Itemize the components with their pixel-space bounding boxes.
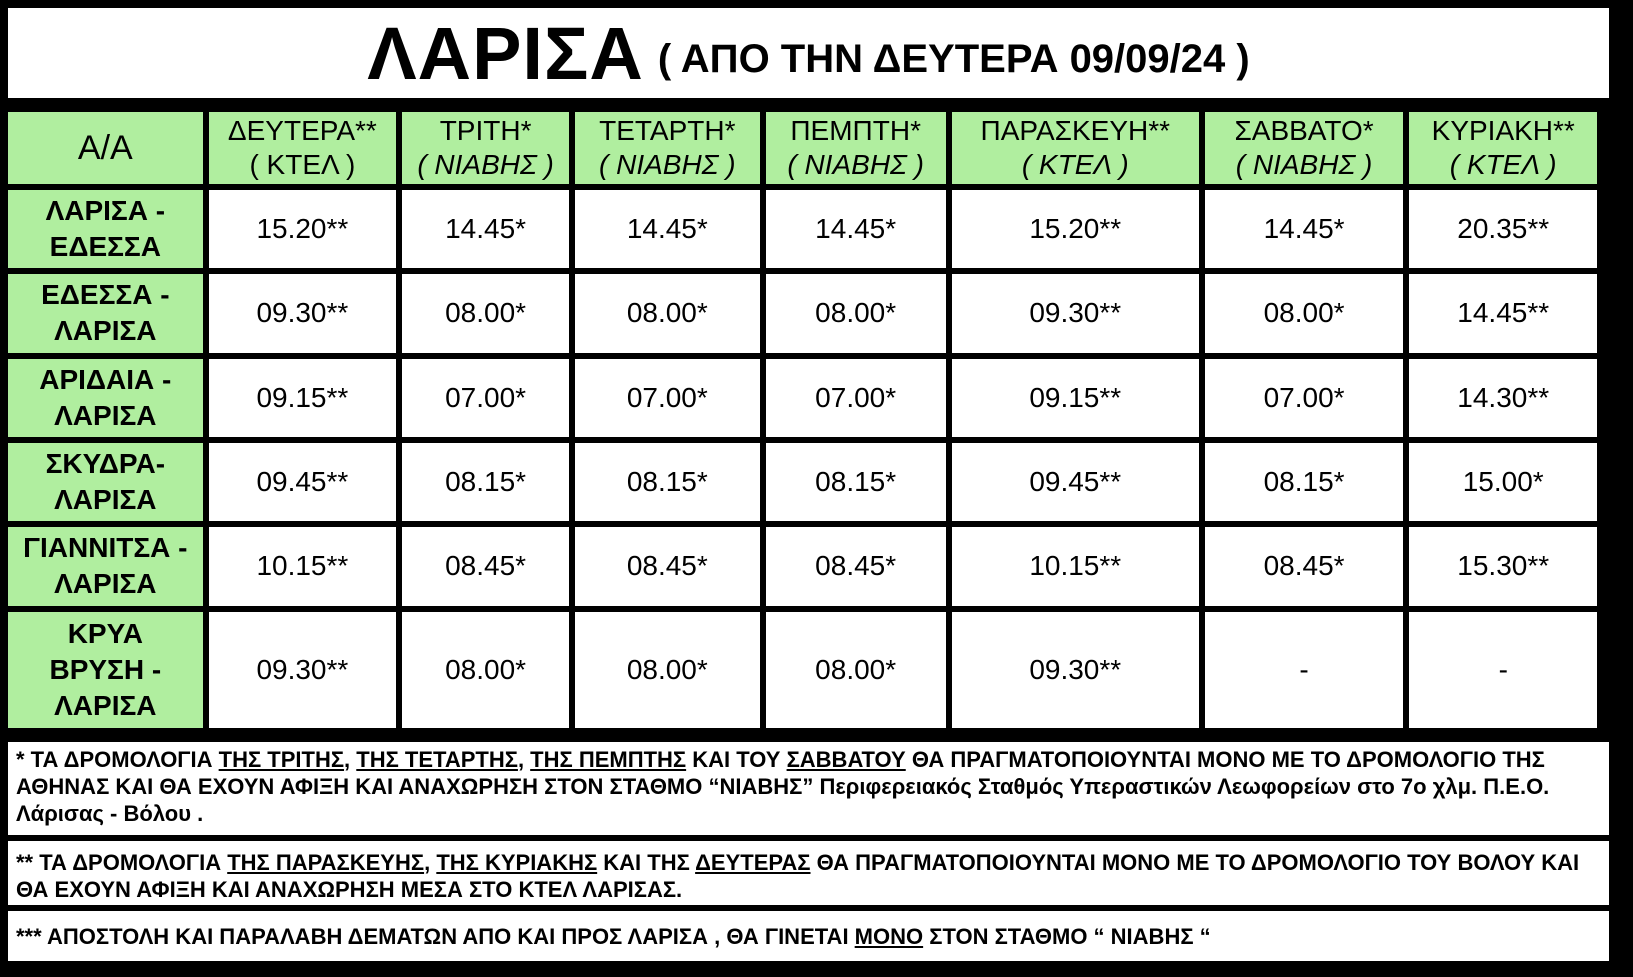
time-cell: 09.30** <box>952 612 1199 728</box>
note-text: ΘΑ ΠΡΑΓΜΑΤΟΠΟΙΟΥΝΤΑΙ ΜΟΝΟ ΜΕ ΤΟ ΔΡΟΜΟΛΟΓΙΟ ΤΗΣ ΑΘΗΝΑΣ ΚΑΙ ΘΑ ΕΧΟΥΝ ΑΦΙΞΗ ΚΑΙ ΑΝΑΧΩΡΗΣΗ ΣΤΟΝ ΣΤΑΘΜΟ “ΝΙΑΒΗΣ” Περιφερειακός Σταθμός Υπεραστικών Λεωφορείων στο 7ο χλμ. Π.Ε.Ο. Λάρισας - Βόλου . <box>16 747 1550 826</box>
route-label <box>8 612 203 728</box>
route-line: ΛΑΡΙΣΑ <box>54 689 157 721</box>
note-text: ΚΑΙ ΤΗΣ <box>597 850 696 875</box>
table-row <box>8 359 1597 437</box>
col-header-wednesday <box>575 112 759 184</box>
time-cell: 08.00* <box>402 612 569 728</box>
note-text: , <box>517 747 531 772</box>
time-cell: 15.00* <box>1409 443 1597 521</box>
time-cell: 10.15** <box>209 527 396 605</box>
note-underlined: ΤΗΣ ΤΡΙΤΗΣ <box>218 747 345 772</box>
note-underlined: ΤΗΣ ΤΕΤΑΡΤΗΣ <box>356 747 518 772</box>
route-line: ΕΔΕΣΣΑ <box>49 231 161 263</box>
time-cell: 08.00* <box>575 274 759 352</box>
route-label <box>8 359 203 437</box>
col-day: ΚΥΡΙΑΚΗ** <box>1431 115 1575 146</box>
page-title <box>8 8 1609 104</box>
route-line: ΣΚΥΔΡΑ- <box>45 448 166 480</box>
table-row <box>8 612 1597 728</box>
route-line: ΕΔΕΣΣΑ - <box>41 279 170 311</box>
col-day: ΠΑΡΑΣΚΕΥΗ** <box>980 115 1171 146</box>
col-day: ΤΕΤΑΡΤΗ* <box>599 115 736 146</box>
time-cell: 08.45* <box>575 527 759 605</box>
col-station: ( ΝΙΑΒΗΣ ) <box>599 149 736 180</box>
title-city: ΛΑΡΙΣΑ <box>367 11 644 95</box>
time-cell: 20.35** <box>1409 190 1597 268</box>
time-cell: 08.15* <box>1205 443 1404 521</box>
note-text: , <box>424 850 437 875</box>
route-label <box>8 274 203 352</box>
col-station: ( ΝΙΑΒΗΣ ) <box>787 149 924 180</box>
note-text: , <box>344 747 357 772</box>
col-header-sunday <box>1409 112 1597 184</box>
time-cell: 14.45* <box>766 190 946 268</box>
col-header-thursday <box>766 112 946 184</box>
time-cell: 15.20** <box>209 190 396 268</box>
table-row <box>8 274 1597 352</box>
note-underlined: ΤΗΣ ΚΥΡΙΑΚΗΣ <box>436 850 598 875</box>
col-header-saturday <box>1205 112 1404 184</box>
route-line: ΚΡΥΑ <box>67 617 143 649</box>
note-underlined: ΣΑΒΒΑΤΟΥ <box>786 747 906 772</box>
table-row <box>8 443 1597 521</box>
time-cell: 07.00* <box>575 359 759 437</box>
time-cell: 15.20** <box>952 190 1199 268</box>
time-cell: 09.45** <box>952 443 1199 521</box>
note-text: ΣΤΟΝ ΣΤΑΘΜΟ “ ΝΙΑΒΗΣ “ <box>923 924 1211 949</box>
time-cell: 07.00* <box>766 359 946 437</box>
time-cell: 14.45** <box>1409 274 1597 352</box>
note-underlined: ΤΗΣ ΠΑΡΑΣΚΕΥΗΣ <box>227 850 425 875</box>
header-row <box>8 112 1597 184</box>
route-line: ΒΡΥΣΗ - <box>49 653 162 685</box>
note-text: * ΤΑ ΔΡΟΜΟΛΟΓΙΑ <box>16 747 219 772</box>
col-station: ( ΚΤΕΛ ) <box>249 149 356 180</box>
route-line: ΛΑΡΙΣΑ <box>54 315 157 347</box>
col-station: ( ΚΤΕΛ ) <box>1021 149 1129 180</box>
time-cell: 09.30** <box>952 274 1199 352</box>
note-text: *** ΑΠΟΣΤΟΛΗ ΚΑΙ ΠΑΡΑΛΑΒΗ ΔΕΜΑΤΩΝ ΑΠΟ ΚΑΙ ΠΡΟΣ ΛΑΡΙΣΑ , ΘΑ ΓΙΝΕΤΑΙ <box>16 924 855 949</box>
col-header-monday <box>209 112 396 184</box>
time-cell: 08.15* <box>575 443 759 521</box>
note-underlined: ΜΟΝΟ <box>854 924 924 949</box>
time-cell: - <box>1205 612 1404 728</box>
time-cell: 08.00* <box>1205 274 1404 352</box>
col-day: ΠΕΜΠΤΗ* <box>790 115 921 146</box>
time-cell: 09.30** <box>209 612 396 728</box>
time-cell: 07.00* <box>1205 359 1404 437</box>
table-row <box>8 527 1597 605</box>
title-effective-date: ( ΑΠΟ ΤΗΝ ΔΕΥΤΕΡΑ 09/09/24 ) <box>657 36 1250 81</box>
note-triple-asterisk <box>8 911 1609 961</box>
note-text: ΘΑ ΠΡΑΓΜΑΤΟΠΟΙΟΥΝΤΑΙ ΜΟΝΟ ΜΕ ΤΟ ΔΡΟΜΟΛΟΓΙΟ ΤΟΥ ΒΟΛΟΥ ΚΑΙ ΘΑ ΕΧΟΥΝ ΑΦΙΞΗ ΚΑΙ ΑΝΑΧΩΡΗΣΗ ΜΕΣΑ ΣΤΟ ΚΤΕΛ ΛΑΡΙΣΑΣ. <box>16 850 1580 902</box>
time-cell: 09.45** <box>209 443 396 521</box>
col-day: ΣΑΒΒΑΤΟ* <box>1234 115 1374 146</box>
note-underlined: ΤΗΣ ΠΕΜΠΤΗΣ <box>530 747 687 772</box>
time-cell: 07.00* <box>402 359 569 437</box>
time-cell: 08.00* <box>575 612 759 728</box>
time-cell: 14.45* <box>402 190 569 268</box>
time-cell: 08.45* <box>1205 527 1404 605</box>
time-cell: 14.30** <box>1409 359 1597 437</box>
time-cell: 09.15** <box>952 359 1199 437</box>
table-row <box>8 190 1597 268</box>
time-cell: 08.45* <box>402 527 569 605</box>
route-line: ΑΡΙΔΑΙΑ - <box>39 363 172 395</box>
route-line: ΓΙΑΝΝΙΤΣΑ - <box>23 532 188 564</box>
time-cell: 09.15** <box>209 359 396 437</box>
time-cell: 15.30** <box>1409 527 1597 605</box>
time-cell: 08.15* <box>766 443 946 521</box>
note-text: ΚΑΙ ΤΟΥ <box>686 747 787 772</box>
col-header-tuesday <box>402 112 569 184</box>
col-station: ( ΝΙΑΒΗΣ ) <box>417 149 554 180</box>
route-line: ΛΑΡΙΣΑ <box>54 399 157 431</box>
note-text: ** ΤΑ ΔΡΟΜΟΛΟΓΙΑ <box>16 850 228 875</box>
route-label <box>8 527 203 605</box>
time-cell: 09.30** <box>209 274 396 352</box>
time-cell: - <box>1409 612 1597 728</box>
time-cell: 08.45* <box>766 527 946 605</box>
time-cell: 08.00* <box>402 274 569 352</box>
time-cell: 10.15** <box>952 527 1199 605</box>
col-station: ( ΚΤΕΛ ) <box>1449 149 1557 180</box>
corner-header: Α/Α <box>8 112 203 184</box>
time-cell: 08.00* <box>766 274 946 352</box>
time-cell: 08.00* <box>766 612 946 728</box>
route-line: ΛΑΡΙΣΑ - <box>45 195 166 227</box>
col-station: ( ΝΙΑΒΗΣ ) <box>1235 149 1373 180</box>
time-cell: 08.15* <box>402 443 569 521</box>
note-underlined: ΔΕΥΤΕΡΑΣ <box>695 850 811 875</box>
note-double-asterisk <box>8 841 1609 905</box>
time-cell: 14.45* <box>575 190 759 268</box>
route-line: ΛΑΡΙΣΑ <box>54 484 157 516</box>
col-day: ΔΕΥΤΕΡΑ** <box>227 115 377 146</box>
route-line: ΛΑΡΙΣΑ <box>54 568 157 600</box>
route-label <box>8 190 203 268</box>
route-label <box>8 443 203 521</box>
col-header-friday <box>952 112 1199 184</box>
time-cell: 14.45* <box>1205 190 1404 268</box>
col-day: ΤΡΙΤΗ* <box>439 115 532 146</box>
note-single-asterisk <box>8 742 1609 835</box>
schedule-table <box>2 106 1603 734</box>
